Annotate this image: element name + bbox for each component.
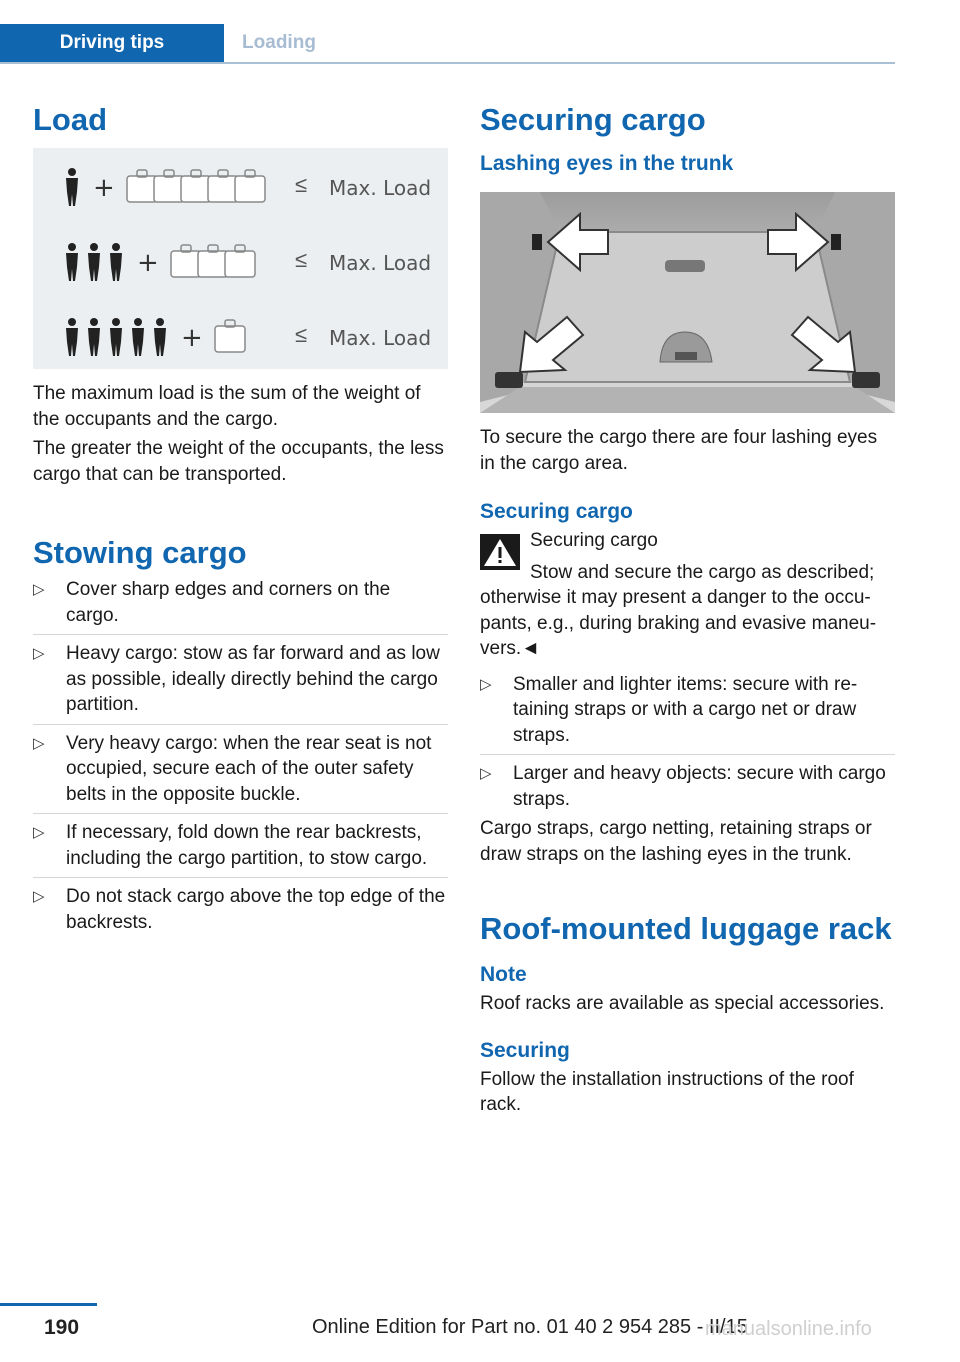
load-paragraph-2: The greater the weight of the occupants, the less cargo that can be transported. — [33, 438, 444, 485]
page-number: 190 — [44, 1316, 80, 1339]
stowing-heading: Stowing cargo — [33, 535, 247, 570]
max-load-label: Max. Load — [329, 326, 432, 350]
warning-title: Securing cargo — [530, 530, 658, 551]
triangle-bullet-icon: ▷ — [33, 645, 45, 662]
list-item: ▷ Heavy cargo: stow as far forward and as low as possible, ideally directly behind the cargo partition. — [33, 641, 448, 725]
suitcase-icon — [198, 245, 228, 277]
straps-paragraph: Cargo straps, cargo netting, retaining straps or draw straps on the lashing eyes in the trunk. — [480, 818, 872, 865]
triangle-bullet-icon: ▷ — [480, 765, 492, 782]
triangle-bullet-icon: ▷ — [33, 888, 45, 905]
lashing-paragraph: To secure the cargo there are four lashing eyes in the cargo area. — [480, 427, 878, 474]
person-icon — [154, 318, 166, 356]
lashing-eye-icon — [495, 372, 523, 388]
list-item: ▷ Very heavy cargo: when the rear seat is not occupied, secure each of the outer safety belts in the opposite buckle. — [33, 731, 448, 815]
suitcase-icon — [127, 170, 157, 202]
person-icon — [132, 318, 144, 356]
list-item: ▷ Larger and heavy objects: secure with cargo straps. — [480, 763, 886, 810]
person-icon — [88, 243, 100, 281]
stowing-list — [33, 577, 448, 941]
load-heading: Load — [33, 102, 108, 137]
suitcase-icon — [235, 170, 265, 202]
load-figure — [33, 148, 448, 369]
lashing-eye-icon — [831, 234, 841, 250]
load-row — [33, 308, 448, 368]
footer-rule — [0, 1303, 97, 1306]
warning-icon — [480, 534, 520, 570]
people-and-cargo-icon — [33, 308, 283, 368]
suitcase-icon — [181, 170, 211, 202]
warning-text: Stow and secure the cargo as described; otherwise it may present a danger to the occu-pants, e.g., during braking and evasive maneu-vers.◄ — [480, 561, 877, 659]
lashing-eye-icon — [852, 372, 880, 388]
note-paragraph: Roof racks are available as special accessories. — [480, 993, 885, 1014]
lashing-subheading: Lashing eyes in the trunk — [480, 152, 734, 175]
load-paragraph-1: The maximum load is the sum of the weight of the occupants and the cargo. — [33, 383, 421, 430]
roof-rack-heading: Roof-mounted luggage rack — [480, 911, 892, 946]
securing-roof-paragraph: Follow the installation instructions of the roof rack. — [480, 1068, 854, 1115]
warning-block — [480, 528, 895, 662]
less-equal-sign: ≤ — [295, 172, 308, 197]
suitcase-icon — [225, 245, 255, 277]
person-icon — [110, 318, 122, 356]
list-item: ▷ Do not stack cargo above the top edge of the backrests. — [33, 886, 446, 933]
triangle-bullet-icon: ▷ — [33, 581, 45, 598]
securing-list — [480, 672, 895, 813]
max-load-label: Max. Load — [329, 176, 432, 200]
suitcase-icon — [171, 245, 201, 277]
note-subheading: Note — [480, 963, 527, 986]
person-icon — [88, 318, 100, 356]
person-icon — [110, 243, 122, 281]
left-column — [33, 100, 448, 947]
suitcase-icon — [154, 170, 184, 202]
securing-roof-subheading: Securing — [480, 1038, 570, 1062]
trunk-illustration — [480, 192, 895, 413]
triangle-bullet-icon: ▷ — [480, 675, 492, 693]
list-item: ▷ Cover sharp edges and corners on the cargo. — [33, 577, 448, 635]
load-row — [33, 158, 448, 218]
lashing-eye-icon — [532, 234, 542, 250]
people-and-cargo-icon — [33, 158, 283, 218]
trunk-photo — [480, 192, 895, 413]
watermark: manualsonline.info — [705, 1318, 872, 1340]
triangle-bullet-icon: ▷ — [33, 824, 45, 841]
plus-sign: + — [137, 248, 159, 278]
load-row — [33, 233, 448, 293]
suitcase-icon — [215, 320, 245, 352]
person-icon — [66, 318, 78, 356]
triangle-bullet-icon: ▷ — [33, 734, 45, 752]
tab-driving-tips[interactable]: Driving tips — [0, 24, 224, 62]
max-load-label: Max. Load — [329, 251, 432, 275]
securing-heading: Securing cargo — [480, 102, 706, 137]
list-item: ▷ If necessary, fold down the rear backrests, including the cargo partition, to stow cargo. — [33, 820, 448, 878]
header-bar — [0, 24, 895, 64]
plus-sign: + — [181, 323, 203, 353]
person-icon — [66, 243, 78, 281]
less-equal-sign: ≤ — [295, 322, 308, 347]
less-equal-sign: ≤ — [295, 247, 308, 272]
suitcase-icon — [208, 170, 238, 202]
list-item: ▷ Smaller and lighter items: secure with re-taining straps or with a cargo net or draw straps. — [480, 672, 895, 756]
securing-subheading: Securing cargo — [480, 500, 633, 523]
people-and-cargo-icon — [33, 233, 283, 293]
edition-text: Online Edition for Part no. 01 40 2 954 285 - II/15 — [312, 1316, 748, 1338]
tab-loading[interactable]: Loading — [242, 32, 316, 53]
right-column — [480, 100, 895, 1118]
person-icon — [66, 168, 78, 206]
plus-sign: + — [93, 173, 115, 203]
